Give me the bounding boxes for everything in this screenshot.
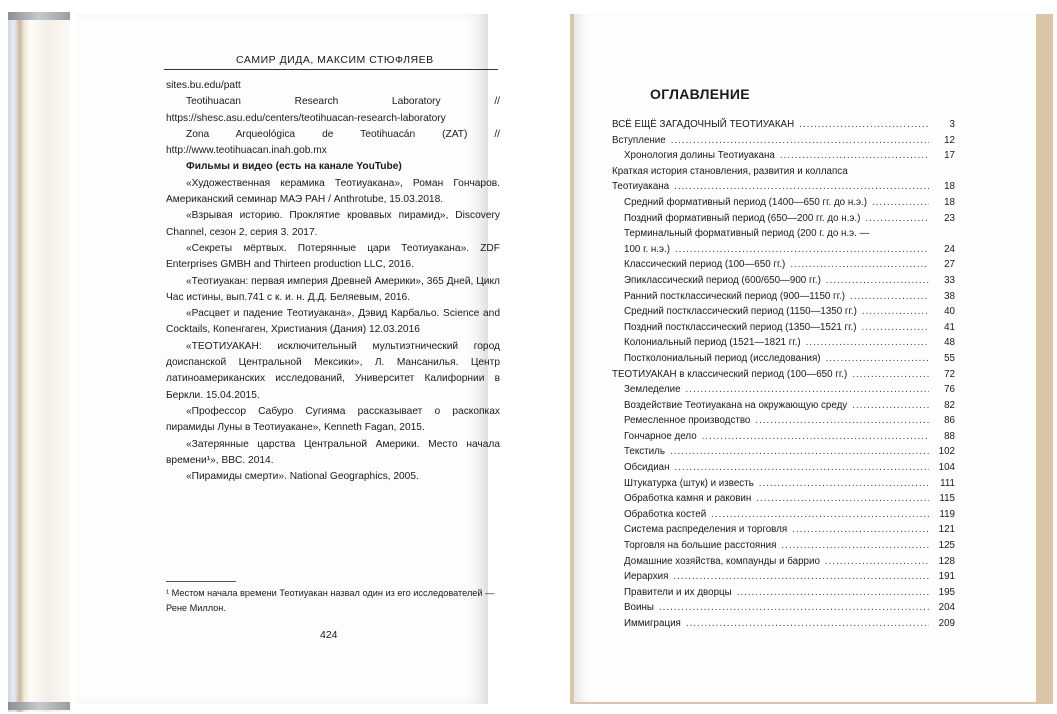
reference-item: Zona Arqueológica de Teotihuacán (ZAT) // http://www.teotihuacan.inah.gob.mx <box>166 128 500 157</box>
toc-entry <box>612 244 955 260</box>
running-head: САМИР ДИДА, МАКСИМ СТЮФЛЯЕВ <box>236 54 434 66</box>
toc-entry-page: 104 <box>938 462 955 474</box>
toc-title: ОГЛАВЛЕНИЕ <box>650 86 750 102</box>
toc-entry <box>612 556 955 572</box>
toc-entry-title: Торговля на большие расстояния <box>624 540 777 552</box>
toc-entry <box>612 337 955 353</box>
toc-entry-page: 102 <box>938 446 955 458</box>
toc-entry-title: Обсидиан <box>624 462 670 474</box>
toc-entry-page: 82 <box>944 399 955 411</box>
toc-entry-title: Ремесленное производство <box>624 415 751 427</box>
toc-entry <box>612 181 955 197</box>
toc-entry-title: Домашние хозяйства, компаунды и баррио <box>624 555 820 567</box>
toc-entry-page: 18 <box>944 181 955 193</box>
toc-entry-title: Обработка костей <box>624 508 707 520</box>
toc-entry-page: 125 <box>938 540 955 552</box>
toc-entry-title: Терминальный формативный период (200 г. до н.э. — <box>624 228 870 240</box>
toc-entry-title: Воины <box>624 602 654 614</box>
toc-entry-title: Классический период (100—650 гг.) <box>624 259 786 271</box>
references-list <box>166 78 500 485</box>
toc-entry-page: 18 <box>944 196 955 208</box>
toc-entry <box>612 400 955 416</box>
toc-entry <box>612 478 955 494</box>
toc-entry-title: Обработка камня и раковин <box>624 493 752 505</box>
table-of-contents <box>612 119 955 634</box>
toc-entry <box>612 431 955 447</box>
toc-entry <box>612 540 955 556</box>
page-number: 424 <box>320 629 338 641</box>
toc-entry <box>612 462 955 478</box>
toc-entry-page: 72 <box>944 368 955 380</box>
toc-entry <box>612 275 955 291</box>
toc-entry <box>612 166 955 182</box>
toc-entry <box>612 493 955 509</box>
toc-entry-page: 209 <box>938 618 955 629</box>
toc-entry <box>612 524 955 540</box>
toc-entry-page: 48 <box>944 337 955 349</box>
toc-entry <box>612 384 955 400</box>
toc-entry-page: 3 <box>949 119 955 130</box>
toc-entry-page: 111 <box>940 477 955 489</box>
toc-entry <box>612 571 955 587</box>
toc-entry-title: Текстиль <box>624 446 665 458</box>
reference-item: sites.bu.edu/patt <box>166 80 241 91</box>
toc-entry <box>612 415 955 431</box>
reference-item: «Художественная керамика Теотиуакана», Роман Гончаров. Американский семинар МАЭ РАН / Anthrotube, 15.03.2018. <box>166 177 500 206</box>
reference-item: «Секреты мёртвых. Потерянные цари Теотиуакана». ZDF Enterprises GMBH and Thirteen production LLC, 2016. <box>166 242 500 271</box>
toc-entry <box>612 509 955 525</box>
header-rule <box>164 69 498 70</box>
toc-entry-page: 119 <box>939 508 955 520</box>
toc-entry-page: 41 <box>944 321 955 333</box>
toc-entry-page: 40 <box>944 306 955 318</box>
toc-entry <box>612 618 955 634</box>
toc-entry-page: 121 <box>938 524 955 536</box>
toc-entry <box>612 353 955 369</box>
toc-entry <box>612 602 955 618</box>
toc-entry-title: Поздний постклассический период (1350—1521 гг.) <box>624 321 857 333</box>
toc-entry-page: 24 <box>944 243 955 255</box>
toc-entry-page: 27 <box>944 259 955 271</box>
reference-item: «Взрывая историю. Проклятие кровавых пирамид», Discovery Channel, сезон 2, серия 3. 2017. <box>166 210 500 238</box>
toc-entry-page: 88 <box>944 430 955 442</box>
toc-entry-page: 12 <box>944 134 955 146</box>
toc-entry-title: Краткая история становления, развития и коллапса <box>612 165 848 177</box>
toc-entry-title: Теотиуакана <box>612 181 670 193</box>
toc-entry-title: Хронология долины Теотиуакана <box>624 150 775 162</box>
toc-entry-title: Система распределения и торговля <box>624 524 788 536</box>
toc-entry-page: 33 <box>944 274 955 286</box>
gutter <box>488 14 568 704</box>
toc-entry <box>612 228 955 244</box>
reference-item: «Пирамиды смерти». National Geographics, 2005. <box>186 471 419 483</box>
toc-entry-title: Поздний формативный период (650—200 гг. до н.э.) <box>624 212 861 224</box>
toc-entry-page: 55 <box>944 352 955 364</box>
toc-entry-page: 115 <box>939 493 955 505</box>
toc-entry-page: 191 <box>938 571 955 583</box>
footnote-rule <box>166 581 236 582</box>
toc-entry-title: ВСЁ ЕЩЁ ЗАГАДОЧНЫЙ ТЕОТИУАКАН <box>612 119 795 130</box>
reference-item: Teotihuacan Research Laboratory // https://shesc.asu.edu/centers/teotihuacan-research-laboratory <box>166 96 500 124</box>
section-heading: Фильмы и видео (есть на канале YouTube) <box>186 161 402 173</box>
toc-entry-title: Штукатурка (штук) и известь <box>624 477 754 489</box>
toc-entry-title: Земледелие <box>624 384 681 396</box>
book-page-edges <box>8 12 70 712</box>
toc-entry-title: Эпиклассический период (600/650—900 гг.) <box>624 274 821 286</box>
toc-entry-page: 38 <box>944 290 955 302</box>
toc-entry <box>612 306 955 322</box>
toc-entry <box>612 150 955 166</box>
toc-entry-title: Воздействие Теотиуакана на окружающую среду <box>624 399 848 411</box>
toc-entry-title: Иерархия <box>624 571 669 583</box>
toc-entry-page: 128 <box>938 555 955 567</box>
toc-entry-page: 23 <box>944 212 955 224</box>
toc-entry <box>612 322 955 338</box>
footnote: ¹ Местом начала времени Теотиуакан назвал один из его исследователей — Рене Миллон. <box>166 588 495 613</box>
toc-entry-title: Правители и их дворцы <box>624 586 732 598</box>
toc-entry-page: 17 <box>944 150 955 162</box>
reference-item: «Теотиуакан: первая империя Древней Америки», 365 Дней, Цикл Час истины, вып.741 с к. и. н. Д.Д. Беляевым, 2016. <box>166 275 500 303</box>
reference-item: «Профессор Сабуро Сугияма рассказывает о раскопках пирамиды Луны в Теотиуакане», Kenneth Fagan, 2015. <box>166 405 500 434</box>
toc-entry-title: ТЕОТИУАКАН в классический период (100—650 гг.) <box>612 368 848 380</box>
toc-entry-title: Гончарное дело <box>624 430 697 442</box>
reference-item: «Затерянные царства Центральной Америки. Место начала времени¹», BBC. 2014. <box>166 438 500 466</box>
toc-entry <box>612 259 955 275</box>
toc-entry <box>612 587 955 603</box>
toc-entry-title: Средний формативный период (1400—650 гг. до н.э.) <box>624 196 867 208</box>
toc-entry <box>612 135 955 151</box>
toc-entry <box>612 291 955 307</box>
toc-entry-page: 204 <box>938 602 955 614</box>
toc-entry-page: 76 <box>944 384 955 396</box>
toc-entry-title: Ранний постклассический период (900—1150 гг.) <box>624 290 845 302</box>
reference-item: «Расцвет и падение Теотиуакана», Дэвид Карбальо. Science and Cocktails, Копенгаген, Христиания (Дания) 12.03.2016 <box>166 308 500 336</box>
toc-entry <box>612 446 955 462</box>
toc-entry-page: 86 <box>944 415 955 427</box>
toc-entry-title: Иммиграция <box>624 618 681 629</box>
toc-entry-title: Вступление <box>612 134 666 146</box>
toc-entry-title: 100 г. н.э.) <box>624 243 671 255</box>
reference-item: «ТЕОТИУАКАН: исключительный мультиэтнический город доиспанской Центральной Мексики», Л. Мансанилья. Центр латиноамериканских исследований, Университет Калифорнии в Беркли. 15.04.2015. <box>166 340 500 401</box>
toc-entry-title: Колониальный период (1521—1821 гг.) <box>624 337 801 349</box>
toc-entry-title: Постколониальный период (исследования) <box>624 352 821 364</box>
toc-entry <box>612 197 955 213</box>
toc-entry <box>612 369 955 385</box>
toc-entry-page: 195 <box>938 586 955 598</box>
toc-entry <box>612 119 955 135</box>
toc-entry-title: Средний постклассический период (1150—1350 гг.) <box>624 306 857 318</box>
toc-entry <box>612 213 955 229</box>
